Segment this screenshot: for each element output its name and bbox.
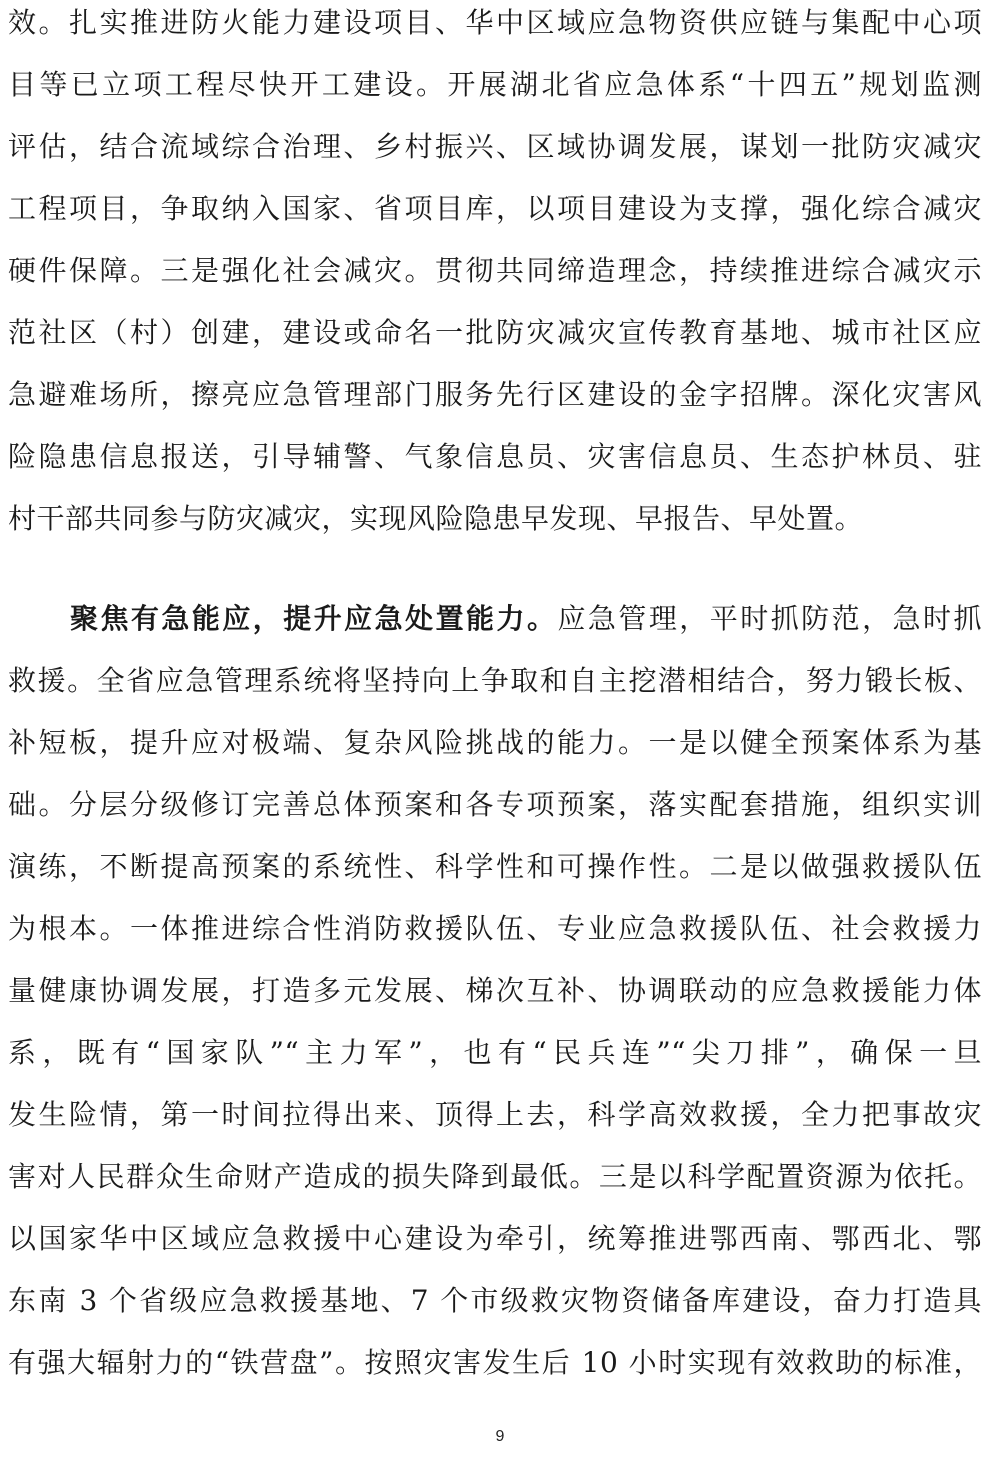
text-line: 演练，不断提高预案的系统性、科学性和可操作性。二是以做强救援队伍 xyxy=(8,850,982,883)
text-line: 村干部共同参与防灾减灾，实现风险隐患早发现、早报告、早处置。 xyxy=(8,502,864,535)
text-line: 有强大辐射力的“铁营盘”。按照灾害发生后 10 小时实现有效救助的标准， xyxy=(8,1346,982,1379)
text-line: 补短板，提升应对极端、复杂风险挑战的能力。一是以健全预案体系为基 xyxy=(8,726,982,759)
page-number: 9 xyxy=(495,1428,505,1445)
text-line: 硬件保障。三是强化社会减灾。贯彻共同缔造理念，持续推进综合减灾示 xyxy=(8,254,982,287)
text-line: 以国家华中区域应急救援中心建设为牵引，统筹推进鄂西南、鄂西北、鄂 xyxy=(8,1222,982,1255)
text-line: 东南 3 个省级应急救援基地、7 个市级救灾物资储备库建设，奋力打造具 xyxy=(8,1284,982,1317)
text-line: 害对人民群众生命财产造成的损失降到最低。三是以科学配置资源为依托。 xyxy=(8,1160,982,1193)
text-line: 量健康协调发展，打造多元发展、梯次互补、协调联动的应急救援能力体 xyxy=(8,974,982,1007)
text-line: 目等已立项工程尽快开工建设。开展湖北省应急体系“十四五”规划监测 xyxy=(8,68,982,101)
paragraph-heading: 聚焦有急能应，提升应急处置能力。 xyxy=(70,602,558,635)
text-span: 应急管理，平时抓防范，急时抓 xyxy=(557,602,982,635)
text-line: 系，既有“国家队”“主力军”，也有“民兵连”“尖刀排”，确保一旦 xyxy=(8,1036,982,1069)
text-line: 础。分层分级修订完善总体预案和各专项预案，落实配套措施，组织实训 xyxy=(8,788,982,821)
text-line: 救援。全省应急管理系统将坚持向上争取和自主挖潜相结合，努力锻长板、 xyxy=(8,664,982,697)
text-line: 评估，结合流域综合治理、乡村振兴、区域协调发展，谋划一批防灾减灾 xyxy=(8,130,982,163)
text-line: 为根本。一体推进综合性消防救援队伍、专业应急救援队伍、社会救援力 xyxy=(8,912,982,945)
text-line-first xyxy=(70,599,982,639)
text-line: 险隐患信息报送，引导辅警、气象信息员、灾害信息员、生态护林员、驻 xyxy=(8,440,982,473)
text-line: 急避难场所，擦亮应急管理部门服务先行区建设的金字招牌。深化灾害风 xyxy=(8,378,982,411)
text-line: 工程项目，争取纳入国家、省项目库，以项目建设为支撑，强化综合减灾 xyxy=(8,192,982,225)
text-line: 范社区（村）创建，建设或命名一批防灾减灾宣传教育基地、城市社区应 xyxy=(8,316,982,349)
text-line: 发生险情，第一时间拉得出来、顶得上去，科学高效救援，全力把事故灾 xyxy=(8,1098,982,1131)
text-line: 效。扎实推进防火能力建设项目、华中区域应急物资供应链与集配中心项 xyxy=(8,6,982,39)
